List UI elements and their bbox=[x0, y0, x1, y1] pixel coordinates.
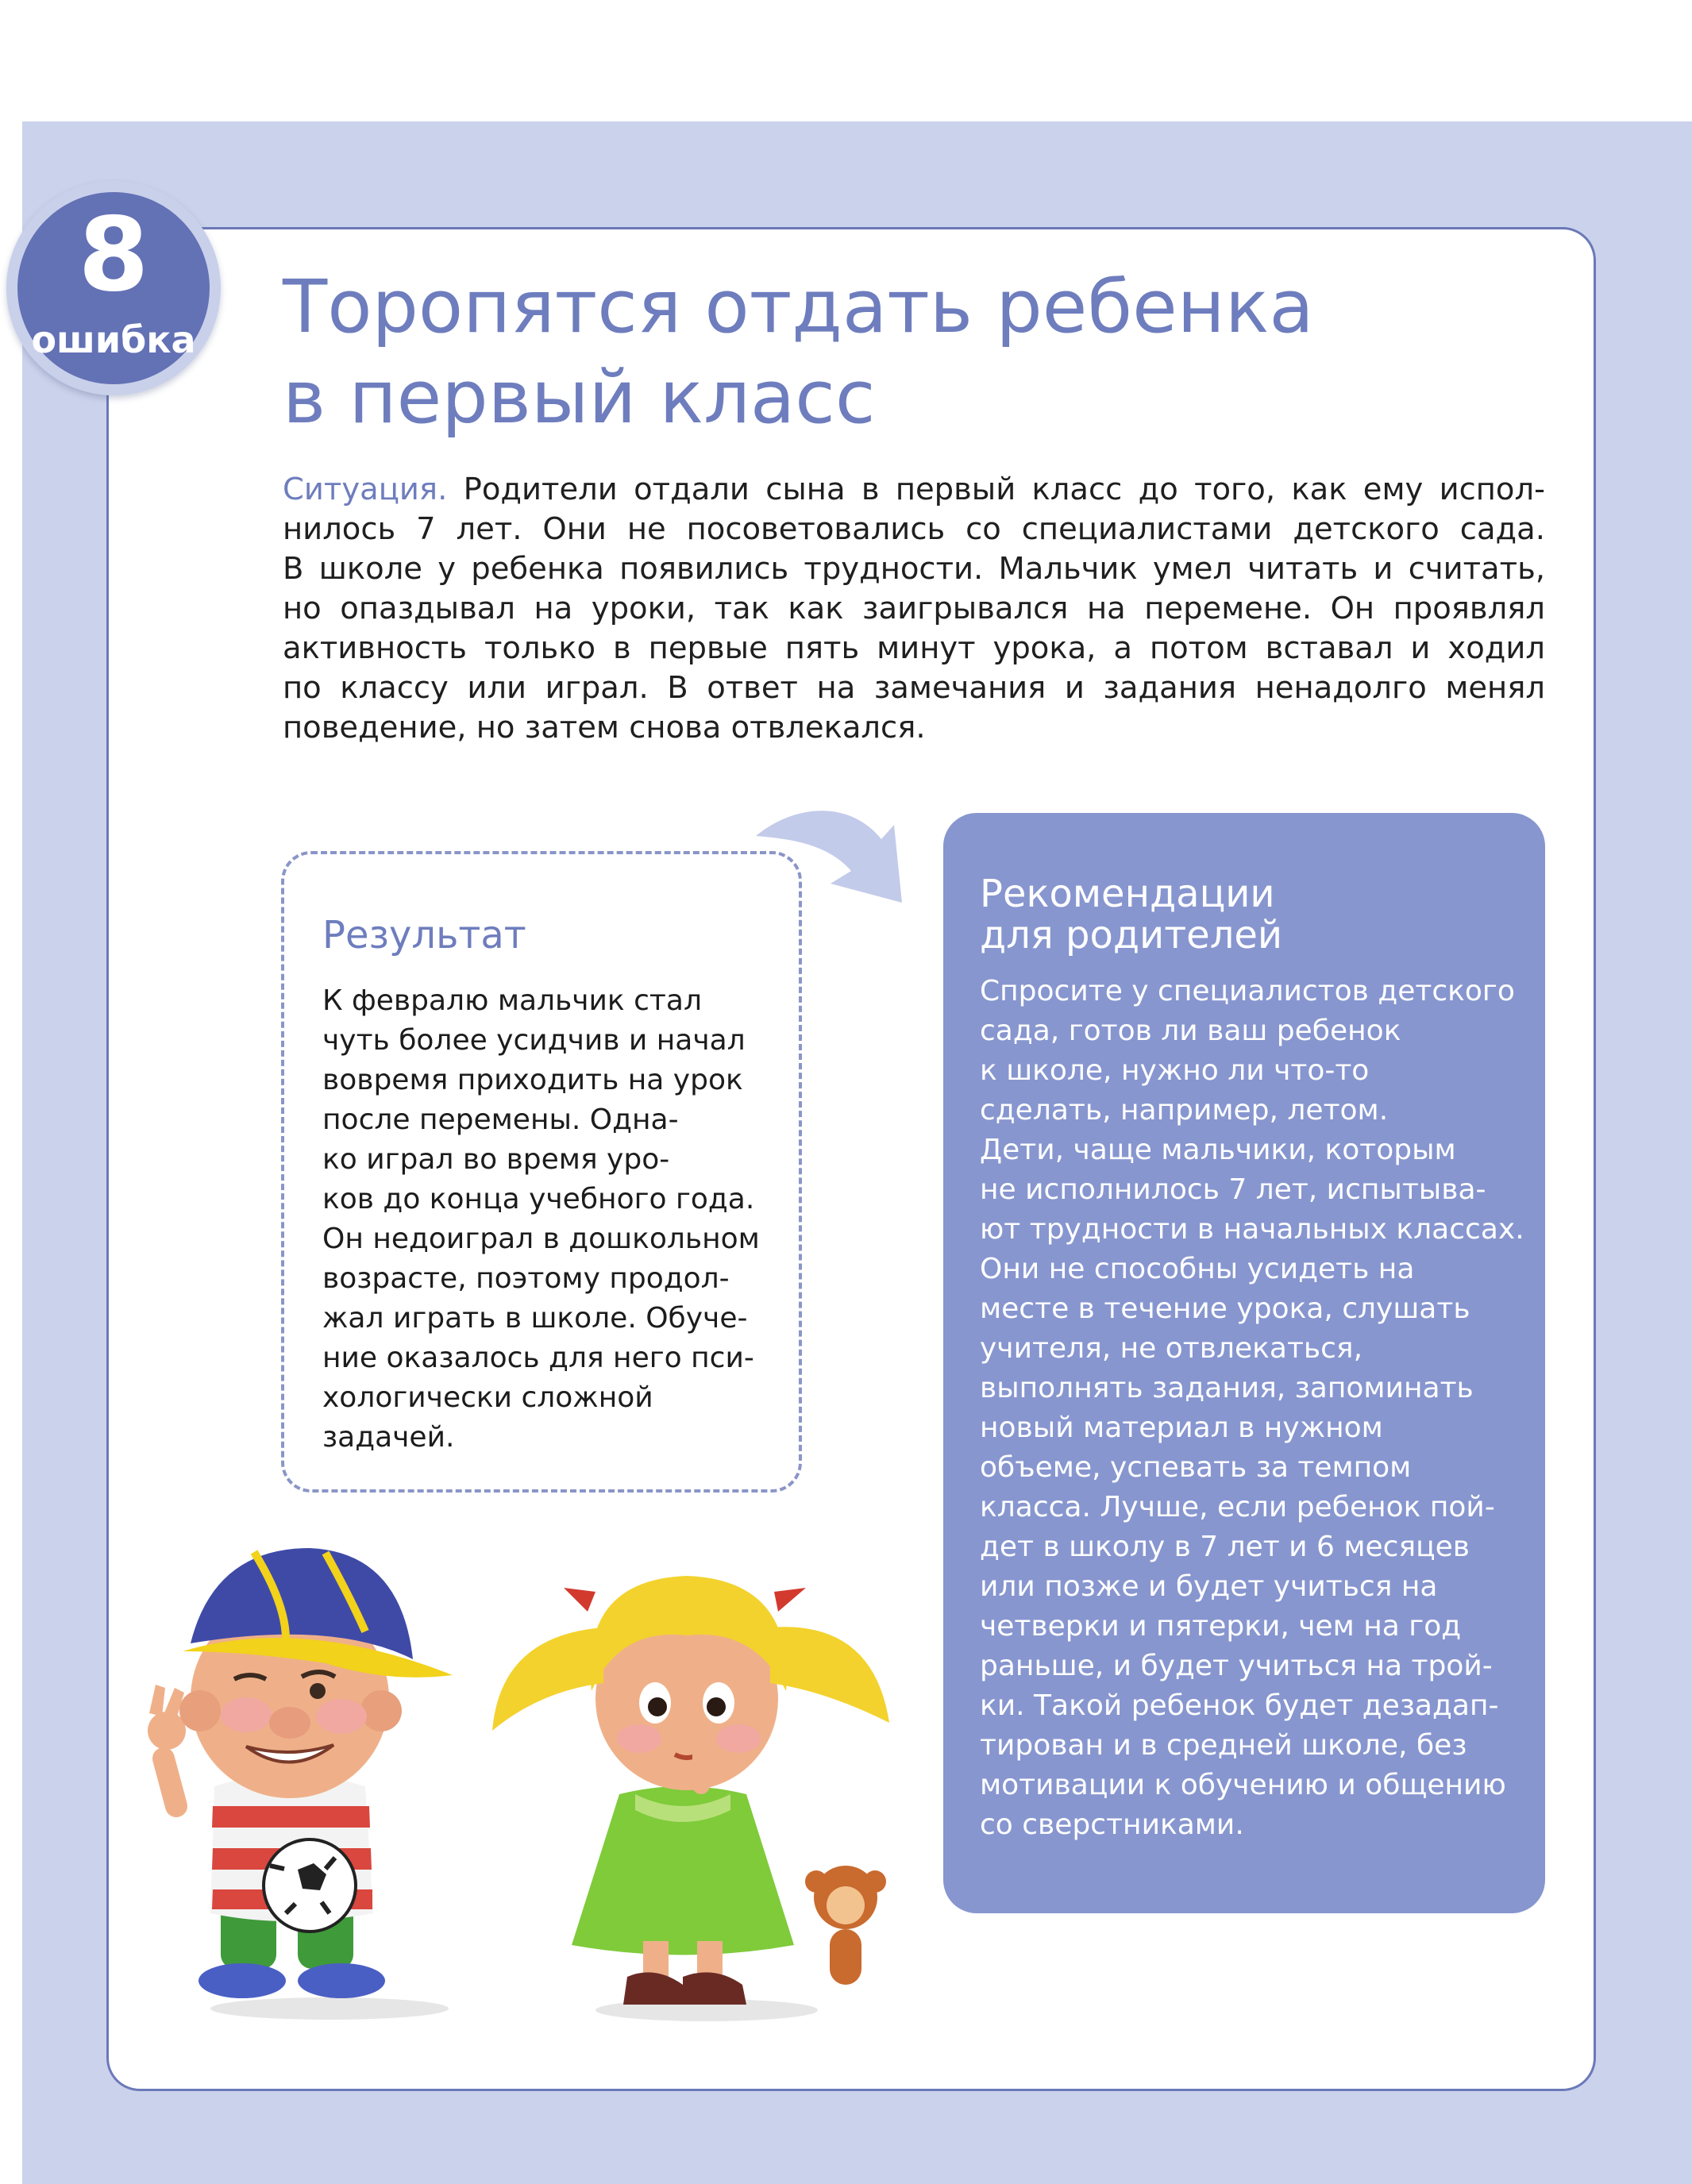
result-box bbox=[281, 851, 802, 1493]
situation-line: активность только в первые пять минут урока, а потом вставал и ходил bbox=[283, 630, 1545, 666]
recommendations-text bbox=[980, 972, 1528, 1845]
result-line: возрасте, поэтому продол- bbox=[322, 1262, 730, 1295]
mistake-number: 8 bbox=[78, 196, 149, 314]
recommendation-line: сделать, например, летом. bbox=[980, 1094, 1389, 1127]
result-line: хологически сложной bbox=[322, 1381, 653, 1414]
result-line: после перемены. Одна- bbox=[322, 1104, 679, 1136]
recommendation-line: сада, готов ли ваш ребенок bbox=[980, 1015, 1401, 1047]
result-line: вовремя приходить на урок bbox=[322, 1064, 743, 1096]
result-line: ние оказалось для него пси- bbox=[322, 1342, 754, 1374]
mistake-label: ошибка bbox=[31, 318, 196, 361]
situation-line: В школе у ребенка появились трудности. Мальчик умел читать и считать, bbox=[283, 551, 1545, 587]
result-line: ков до конца учебного года. bbox=[322, 1183, 755, 1215]
recommendation-line: учителя, не отвлекаться, bbox=[980, 1332, 1363, 1365]
situation-line bbox=[283, 470, 1545, 510]
situation-line: поведение, но затем снова отвлекался. bbox=[283, 710, 926, 745]
result-title: Результат bbox=[322, 913, 526, 957]
recommendations-box bbox=[943, 813, 1545, 1913]
situation-paragraph bbox=[283, 470, 1545, 748]
situation-line: нилось 7 лет. Они не посоветовались со специалистами детского сада. bbox=[283, 511, 1545, 547]
recommendation-line: тирован и в средней школе, без bbox=[980, 1729, 1467, 1762]
recommendation-line: Они не способны усидеть на bbox=[980, 1253, 1415, 1285]
recommendation-line: к школе, нужно ли что-то bbox=[980, 1054, 1370, 1087]
page-title bbox=[283, 262, 1553, 443]
recommendation-line: раньше, и будет учиться на трой- bbox=[980, 1650, 1493, 1682]
recommendation-line: ют трудности в начальных классах. bbox=[980, 1213, 1524, 1246]
recommendation-line: новый материал в нужном bbox=[980, 1412, 1383, 1444]
title-line-2: в первый класс bbox=[283, 355, 876, 440]
situation-label: Ситуация. bbox=[283, 472, 448, 507]
recommendation-line: не исполнилось 7 лет, испытыва- bbox=[980, 1173, 1486, 1206]
recommendation-line: или позже и будет учиться на bbox=[980, 1570, 1438, 1603]
recommendation-line: со сверстниками. bbox=[980, 1808, 1244, 1841]
recommendation-line: Спросите у специалистов детского bbox=[980, 975, 1515, 1007]
recommendations-title bbox=[980, 873, 1282, 956]
children-illustration bbox=[127, 1532, 921, 2024]
result-line: ко играл во время уро- bbox=[322, 1143, 670, 1176]
title-line-1: Торопятся отдать ребенка bbox=[283, 264, 1314, 349]
recommendation-line: выполнять задания, запоминать bbox=[980, 1372, 1474, 1404]
recommendation-line: месте в течение урока, слушать bbox=[980, 1292, 1470, 1325]
recommendation-line: Дети, чаще мальчики, которым bbox=[980, 1134, 1456, 1166]
result-text bbox=[322, 981, 791, 1458]
result-line: жал играть в школе. Обуче- bbox=[322, 1302, 748, 1335]
recommendation-line: ки. Такой ребенок будет дезадап- bbox=[980, 1689, 1499, 1722]
result-line: задачей. bbox=[322, 1421, 455, 1454]
girl-figure bbox=[492, 1576, 889, 2005]
mistake-badge bbox=[6, 181, 221, 395]
situation-line: но опаздывал на уроки, так как заигрывался на перемене. Он проявлял bbox=[283, 591, 1545, 626]
recommendations-title-line-2: для родителей bbox=[980, 913, 1283, 957]
recommendations-title-line-1: Рекомендации bbox=[980, 872, 1275, 916]
recommendation-line: четверки и пятерки, чем на год bbox=[980, 1610, 1462, 1643]
recommendation-line: мотивации к обучению и общению bbox=[980, 1769, 1506, 1801]
result-line: Он недоиграл в дошкольном bbox=[322, 1223, 760, 1255]
boy-figure bbox=[148, 1548, 453, 1998]
result-line: чуть более усидчив и начал bbox=[322, 1024, 746, 1057]
recommendation-line: дет в школу в 7 лет и 6 месяцев bbox=[980, 1531, 1470, 1563]
result-line: К февралю мальчик стал bbox=[322, 984, 702, 1017]
situation-line-text: Родители отдали сына в первый класс до того, как ему испол- bbox=[463, 472, 1545, 507]
situation-line: по классу или играл. В ответ на замечания и задания ненадолго менял bbox=[283, 670, 1545, 706]
recommendation-line: класса. Лучше, если ребенок пой- bbox=[980, 1491, 1495, 1523]
recommendation-line: объеме, успевать за темпом bbox=[980, 1451, 1412, 1484]
